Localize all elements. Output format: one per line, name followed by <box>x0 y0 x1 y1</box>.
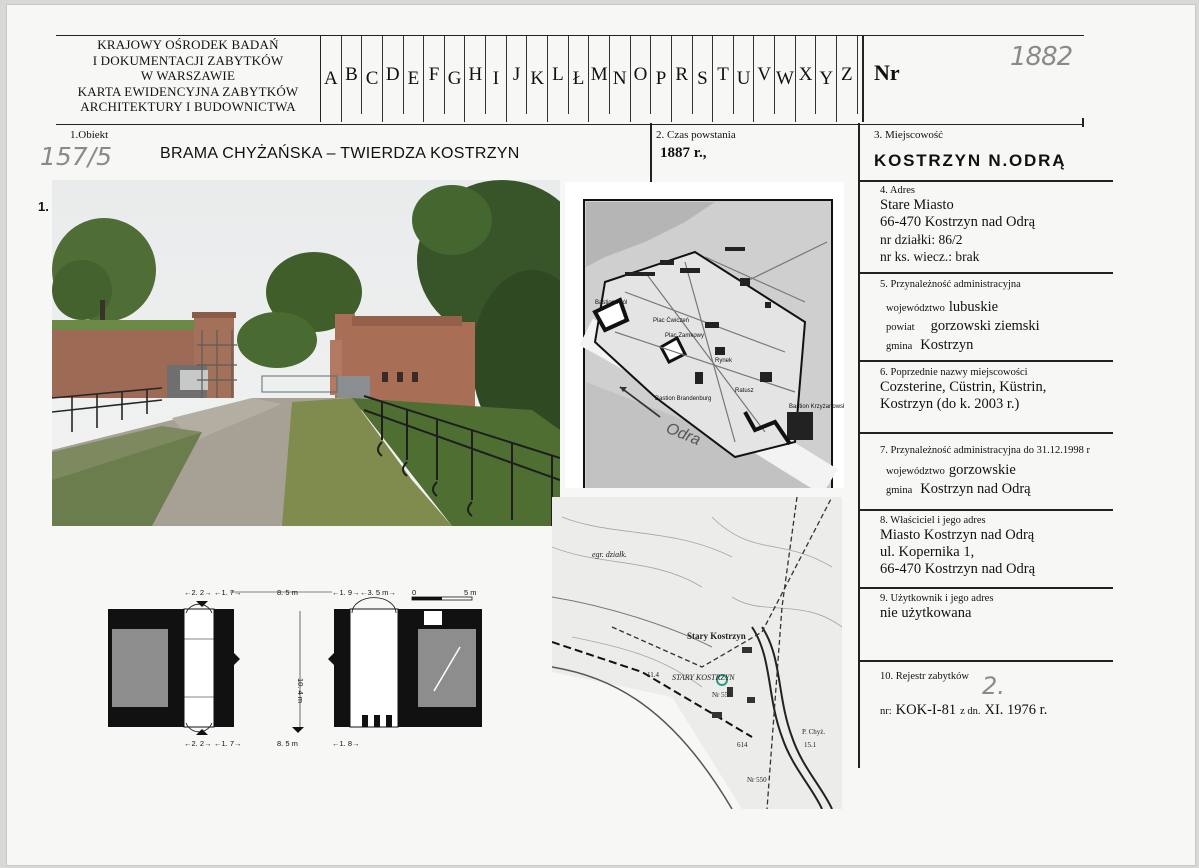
photo-number: 1. <box>38 199 49 214</box>
wlasciciel-line: 66-470 Kostrzyn nad Odrą <box>880 561 1036 577</box>
fortress-plan-map <box>565 182 844 488</box>
wlasciciel-line: Miasto Kostrzyn nad Odrą <box>880 527 1035 543</box>
poprzednie-label: 6. Poprzednie nazwy miejscowości <box>880 367 1028 378</box>
institution-line: W WARSZAWIE <box>140 68 236 83</box>
czas-value: 1887 r., <box>660 145 707 161</box>
rejestr-nr-prefix: nr: <box>880 706 892 717</box>
section-poprzednie <box>860 366 1112 413</box>
adres-line: 66-470 Kostrzyn nad Odrą <box>880 214 1036 230</box>
map-label: Ratusz <box>735 388 754 394</box>
index-letter: Z <box>837 36 858 114</box>
rejestr-handwritten: 2. <box>982 672 1005 700</box>
obiekt-handwritten: 157/5 <box>40 142 113 171</box>
institution-block <box>58 36 318 123</box>
map-label: 15.1 <box>804 741 817 749</box>
obiekt-label: 1.Obiekt <box>70 129 109 141</box>
section-wlasciciel <box>860 514 1112 578</box>
index-letter: M <box>589 36 610 114</box>
institution-line: KRAJOWY OŚRODEK BADAŃ <box>97 37 279 52</box>
topographic-map <box>552 497 842 809</box>
admin-key: gmina <box>886 485 913 496</box>
index-letter: J <box>507 36 528 114</box>
plan-dimension: 8. 5 m <box>277 588 298 597</box>
map-label: Rynek <box>715 358 733 364</box>
map-label: egr. działk. <box>592 550 627 559</box>
index-letter: L <box>548 36 569 114</box>
index-letter: Ł <box>569 36 590 122</box>
admin-value: gorzowski ziemski <box>930 318 1040 334</box>
index-letter: A <box>321 36 342 122</box>
map-label: Nr 557 <box>712 691 732 699</box>
map-label: 614 <box>737 741 748 749</box>
divider <box>860 180 1113 182</box>
index-letter: N <box>610 36 631 122</box>
plan-dimension: ←1. 7→ <box>214 588 242 597</box>
plan-dimension: 8. 5 m <box>277 739 298 748</box>
plan-dimension: ←2. 2→ <box>184 739 212 748</box>
divider <box>1082 118 1084 127</box>
index-letter: Y <box>816 36 837 122</box>
plan-dimension: ←1. 8→ <box>332 739 360 748</box>
wlasciciel-label: 8. Właściciel i jego adres <box>880 515 986 526</box>
miejscowosc-value: KOSTRZYN N.ODRĄ <box>874 151 1067 170</box>
institution-line: I DOKUMENTACJI ZABYTKÓW <box>92 52 284 68</box>
admin-key: województwo <box>886 466 945 477</box>
index-letter: T <box>713 36 734 114</box>
map-label: 11.4 <box>647 671 659 679</box>
index-letter: R <box>672 36 693 114</box>
admin-value: Kostrzyn nad Odrą <box>920 481 1031 497</box>
index-letter: V <box>754 36 775 114</box>
plan-dimension: ←3. 5 m→ <box>360 588 396 597</box>
index-letter: U <box>734 36 755 122</box>
rejestr-date-prefix: z dn. <box>960 706 981 717</box>
index-letter: C <box>362 36 383 122</box>
adres-line: nr ks. wiecz.: brak <box>880 249 980 264</box>
divider <box>860 432 1113 434</box>
admin-value: lubuskie <box>948 299 999 315</box>
rejestr-label: 10. Rejestr zabytków <box>880 671 969 682</box>
admin-key: województwo <box>886 303 945 314</box>
index-letter: F <box>424 36 445 114</box>
nr-handwritten: 1882 <box>1010 42 1073 72</box>
admin-value: gorzowskie <box>948 462 1016 478</box>
map-label: Bastion Krzyżanowski <box>789 404 844 410</box>
divider <box>860 587 1113 589</box>
divider <box>862 36 864 122</box>
przynaleznosc-label: 5. Przynależność administracyjna <box>880 279 1021 290</box>
map-label: Bastion Król <box>595 300 628 306</box>
map-label: Plac Ćwiczeń <box>653 318 690 324</box>
map-label: Stary Kostrzyn <box>687 631 746 641</box>
section-przynaleznosc-1998 <box>860 444 1112 498</box>
section-uzytkownik <box>860 592 1112 622</box>
divider <box>860 509 1113 511</box>
poprzednie-line: Cozsterine, Cüstrin, Küstrin, <box>880 379 1047 395</box>
index-letter: O <box>631 36 652 114</box>
index-letter: W <box>775 36 796 122</box>
alphabet-index <box>320 36 858 122</box>
adres-line: nr działki: 86/2 <box>880 232 963 247</box>
map-label: Bastion Brandenburg <box>655 396 712 402</box>
adres-line: Stare Miasto <box>880 197 954 213</box>
miejscowosc-label: 3. Miejscowość <box>874 129 944 141</box>
uzytkownik-value: nie użytkowana <box>880 605 972 621</box>
plan-dimension: ←2. 2→ <box>184 588 212 597</box>
adres-label: 4. Adres <box>880 185 915 196</box>
obiekt-value: BRAMA CHYŻAŃSKA – TWIERDZA KOSTRZYN <box>160 145 520 162</box>
index-letter: S <box>693 36 714 122</box>
map-label: Nr 550 <box>747 776 767 784</box>
index-letter: D <box>383 36 404 114</box>
index-letter: I <box>486 36 507 122</box>
przynaleznosc-1998-label: 7. Przynależność administracyjna do 31.12.1998 r <box>880 445 1090 456</box>
section-adres <box>860 184 1112 265</box>
plan-dimension: ←1. 9→ <box>332 588 360 597</box>
map-label: Plac Zamkowy <box>665 333 705 339</box>
index-letter: E <box>404 36 425 122</box>
plan-dimension: ←1. 7→ <box>214 739 242 748</box>
index-letter: H <box>465 36 486 114</box>
rejestr-nr-value: KOK-I-81 <box>895 702 957 718</box>
index-letter: K <box>527 36 548 122</box>
rejestr-date-value: XI. 1976 r. <box>984 702 1048 718</box>
institution-line: ARCHITEKTURY I BUDOWNICTWA <box>80 99 296 114</box>
map-label: STARY KOSTRZYN <box>672 673 735 682</box>
czas-label: 2. Czas powstania <box>656 129 736 141</box>
index-letter: P <box>651 36 672 122</box>
index-letter: G <box>445 36 466 122</box>
uzytkownik-label: 9. Użytkownik i jego adres <box>880 593 994 604</box>
divider <box>860 360 1113 362</box>
section-przynaleznosc <box>860 278 1112 354</box>
map-label: P. Chyż. <box>802 728 826 736</box>
scale-label: 0 <box>412 588 417 597</box>
index-letter: B <box>342 36 363 114</box>
admin-value: Kostrzyn <box>920 337 974 353</box>
admin-key: gmina <box>886 341 913 352</box>
plan-height: 10. 4 m <box>296 678 305 704</box>
divider <box>860 272 1113 274</box>
index-letter: X <box>796 36 817 114</box>
gate-floor-plan <box>102 583 492 753</box>
gate-photo <box>52 180 560 526</box>
scale-label: 5 m <box>464 588 477 597</box>
nr-label: Nr <box>874 60 900 85</box>
wlasciciel-line: ul. Kopernika 1, <box>880 544 975 560</box>
institution-line: KARTA EWIDENCYJNA ZABYTKÓW <box>77 83 299 99</box>
poprzednie-line: Kostrzyn (do k. 2003 r.) <box>880 396 1020 412</box>
river-label: Odra <box>663 419 703 450</box>
divider <box>650 123 652 185</box>
divider <box>860 660 1113 662</box>
admin-key: powiat <box>886 322 915 333</box>
